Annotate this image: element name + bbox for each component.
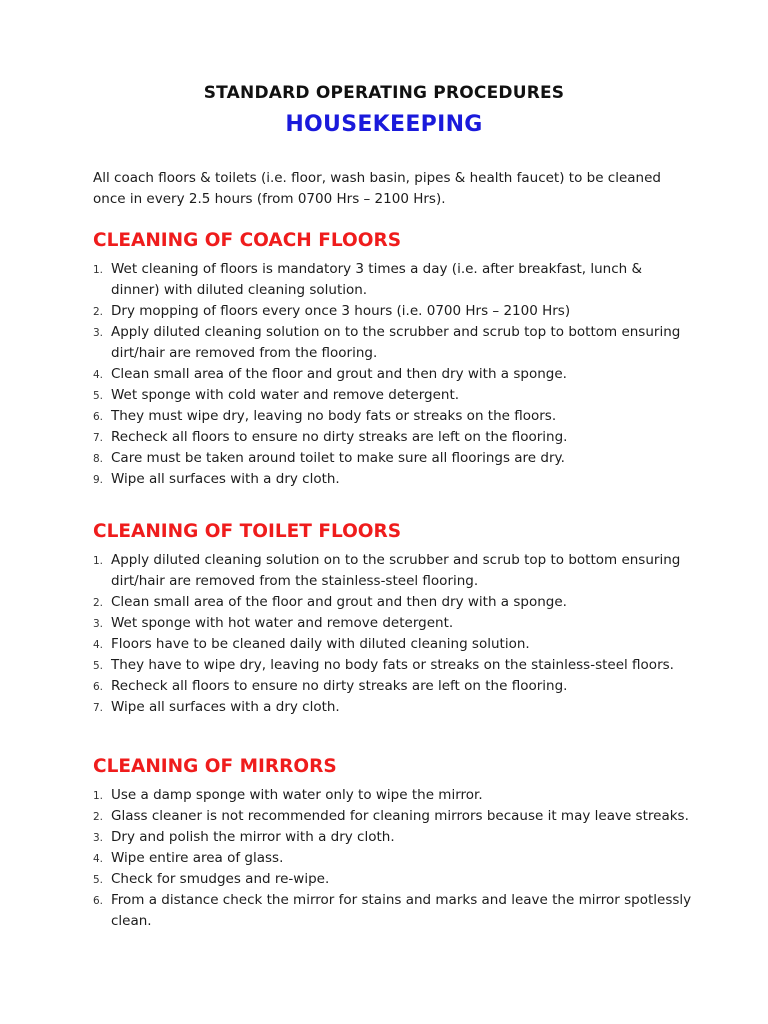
list-item [93, 301, 693, 322]
list-number: 1. [93, 555, 104, 567]
list-item [93, 890, 693, 932]
list-number: 3. [93, 832, 104, 844]
document-subtitle: HOUSEKEEPING [285, 112, 483, 137]
list-number: 4. [93, 639, 104, 651]
list-number: 5. [93, 660, 104, 672]
list-text: Wet sponge with cold water and remove detergent. [111, 387, 460, 403]
list-item [93, 806, 693, 827]
list-item [93, 869, 693, 890]
list-text: Wet sponge with hot water and remove detergent. [111, 615, 454, 631]
list-number: 4. [93, 853, 104, 865]
list-number: 9. [93, 474, 104, 486]
list-number: 3. [93, 618, 104, 630]
coach-floors-list [93, 259, 693, 490]
list-item [93, 848, 693, 869]
section-heading-toilet-floors: CLEANING OF TOILET FLOORS [93, 521, 402, 542]
list-item [93, 697, 693, 718]
list-item [93, 385, 693, 406]
list-number: 6. [93, 895, 104, 907]
list-number: 6. [93, 411, 104, 423]
list-text: Wipe all surfaces with a dry cloth. [111, 699, 340, 715]
list-item [93, 827, 693, 848]
list-number: 5. [93, 874, 104, 886]
list-text: Check for smudges and re-wipe. [111, 871, 330, 887]
list-number: 2. [93, 597, 104, 609]
list-text: Dry mopping of floors every once 3 hours (i.e. 0700 Hrs – 2100 Hrs) [111, 303, 571, 319]
list-text: Recheck all floors to ensure no dirty streaks are left on the flooring. [111, 429, 568, 445]
list-item [93, 448, 693, 469]
intro-paragraph: All coach floors & toilets (i.e. floor, wash basin, pipes & health faucet) to be cleaned once in every 2.5 hours (from 0700 Hrs – 2100 Hrs). [93, 170, 661, 207]
list-number: 7. [93, 702, 104, 714]
list-item [93, 259, 693, 301]
section-heading-coach-floors: CLEANING OF COACH FLOORS [93, 230, 402, 251]
list-text: Glass cleaner is not recommended for cleaning mirrors because it may leave streaks. [111, 808, 689, 824]
list-text: Apply diluted cleaning solution on to the scrubber and scrub top to bottom ensuring dirt/hair are removed from the stainless-steel flooring. [111, 552, 681, 589]
list-text: Wet cleaning of floors is mandatory 3 times a day (i.e. after breakfast, lunch & dinner) with diluted cleaning solution. [111, 261, 643, 298]
list-item [93, 322, 693, 364]
list-text: Floors have to be cleaned daily with diluted cleaning solution. [111, 636, 530, 652]
list-text: They must wipe dry, leaving no body fats or streaks on the floors. [111, 408, 557, 424]
list-item [93, 469, 693, 490]
list-item [93, 550, 693, 592]
list-item [93, 634, 693, 655]
list-number: 6. [93, 681, 104, 693]
list-item [93, 676, 693, 697]
list-text: Use a damp sponge with water only to wipe the mirror. [111, 787, 483, 803]
list-text: Clean small area of the floor and grout and then dry with a sponge. [111, 594, 567, 610]
list-text: Care must be taken around toilet to make sure all floorings are dry. [111, 450, 565, 466]
list-item [93, 592, 693, 613]
list-number: 3. [93, 327, 104, 339]
toilet-floors-list [93, 550, 693, 718]
list-number: 7. [93, 432, 104, 444]
list-text: Clean small area of the floor and grout and then dry with a sponge. [111, 366, 567, 382]
list-text: Apply diluted cleaning solution on to the scrubber and scrub top to bottom ensuring dirt/hair are removed from the flooring. [111, 324, 681, 361]
list-item [93, 364, 693, 385]
list-item [93, 613, 693, 634]
section-heading-mirrors: CLEANING OF MIRRORS [93, 756, 337, 777]
list-number: 4. [93, 369, 104, 381]
document-title: STANDARD OPERATING PROCEDURES [203, 83, 565, 103]
list-number: 1. [93, 264, 104, 276]
list-text: From a distance check the mirror for stains and marks and leave the mirror spotlessly clean. [111, 892, 692, 929]
list-text: Wipe all surfaces with a dry cloth. [111, 471, 340, 487]
list-text: Dry and polish the mirror with a dry cloth. [111, 829, 395, 845]
list-number: 8. [93, 453, 104, 465]
list-text: Wipe entire area of glass. [111, 850, 284, 866]
list-number: 2. [93, 811, 104, 823]
list-item [93, 427, 693, 448]
list-number: 5. [93, 390, 104, 402]
mirrors-list [93, 785, 693, 932]
list-text: Recheck all floors to ensure no dirty streaks are left on the flooring. [111, 678, 568, 694]
list-item [93, 655, 693, 676]
list-item [93, 406, 693, 427]
list-item [93, 785, 693, 806]
list-number: 2. [93, 306, 104, 318]
list-text: They have to wipe dry, leaving no body fats or streaks on the stainless-steel floors. [111, 657, 674, 673]
list-number: 1. [93, 790, 104, 802]
